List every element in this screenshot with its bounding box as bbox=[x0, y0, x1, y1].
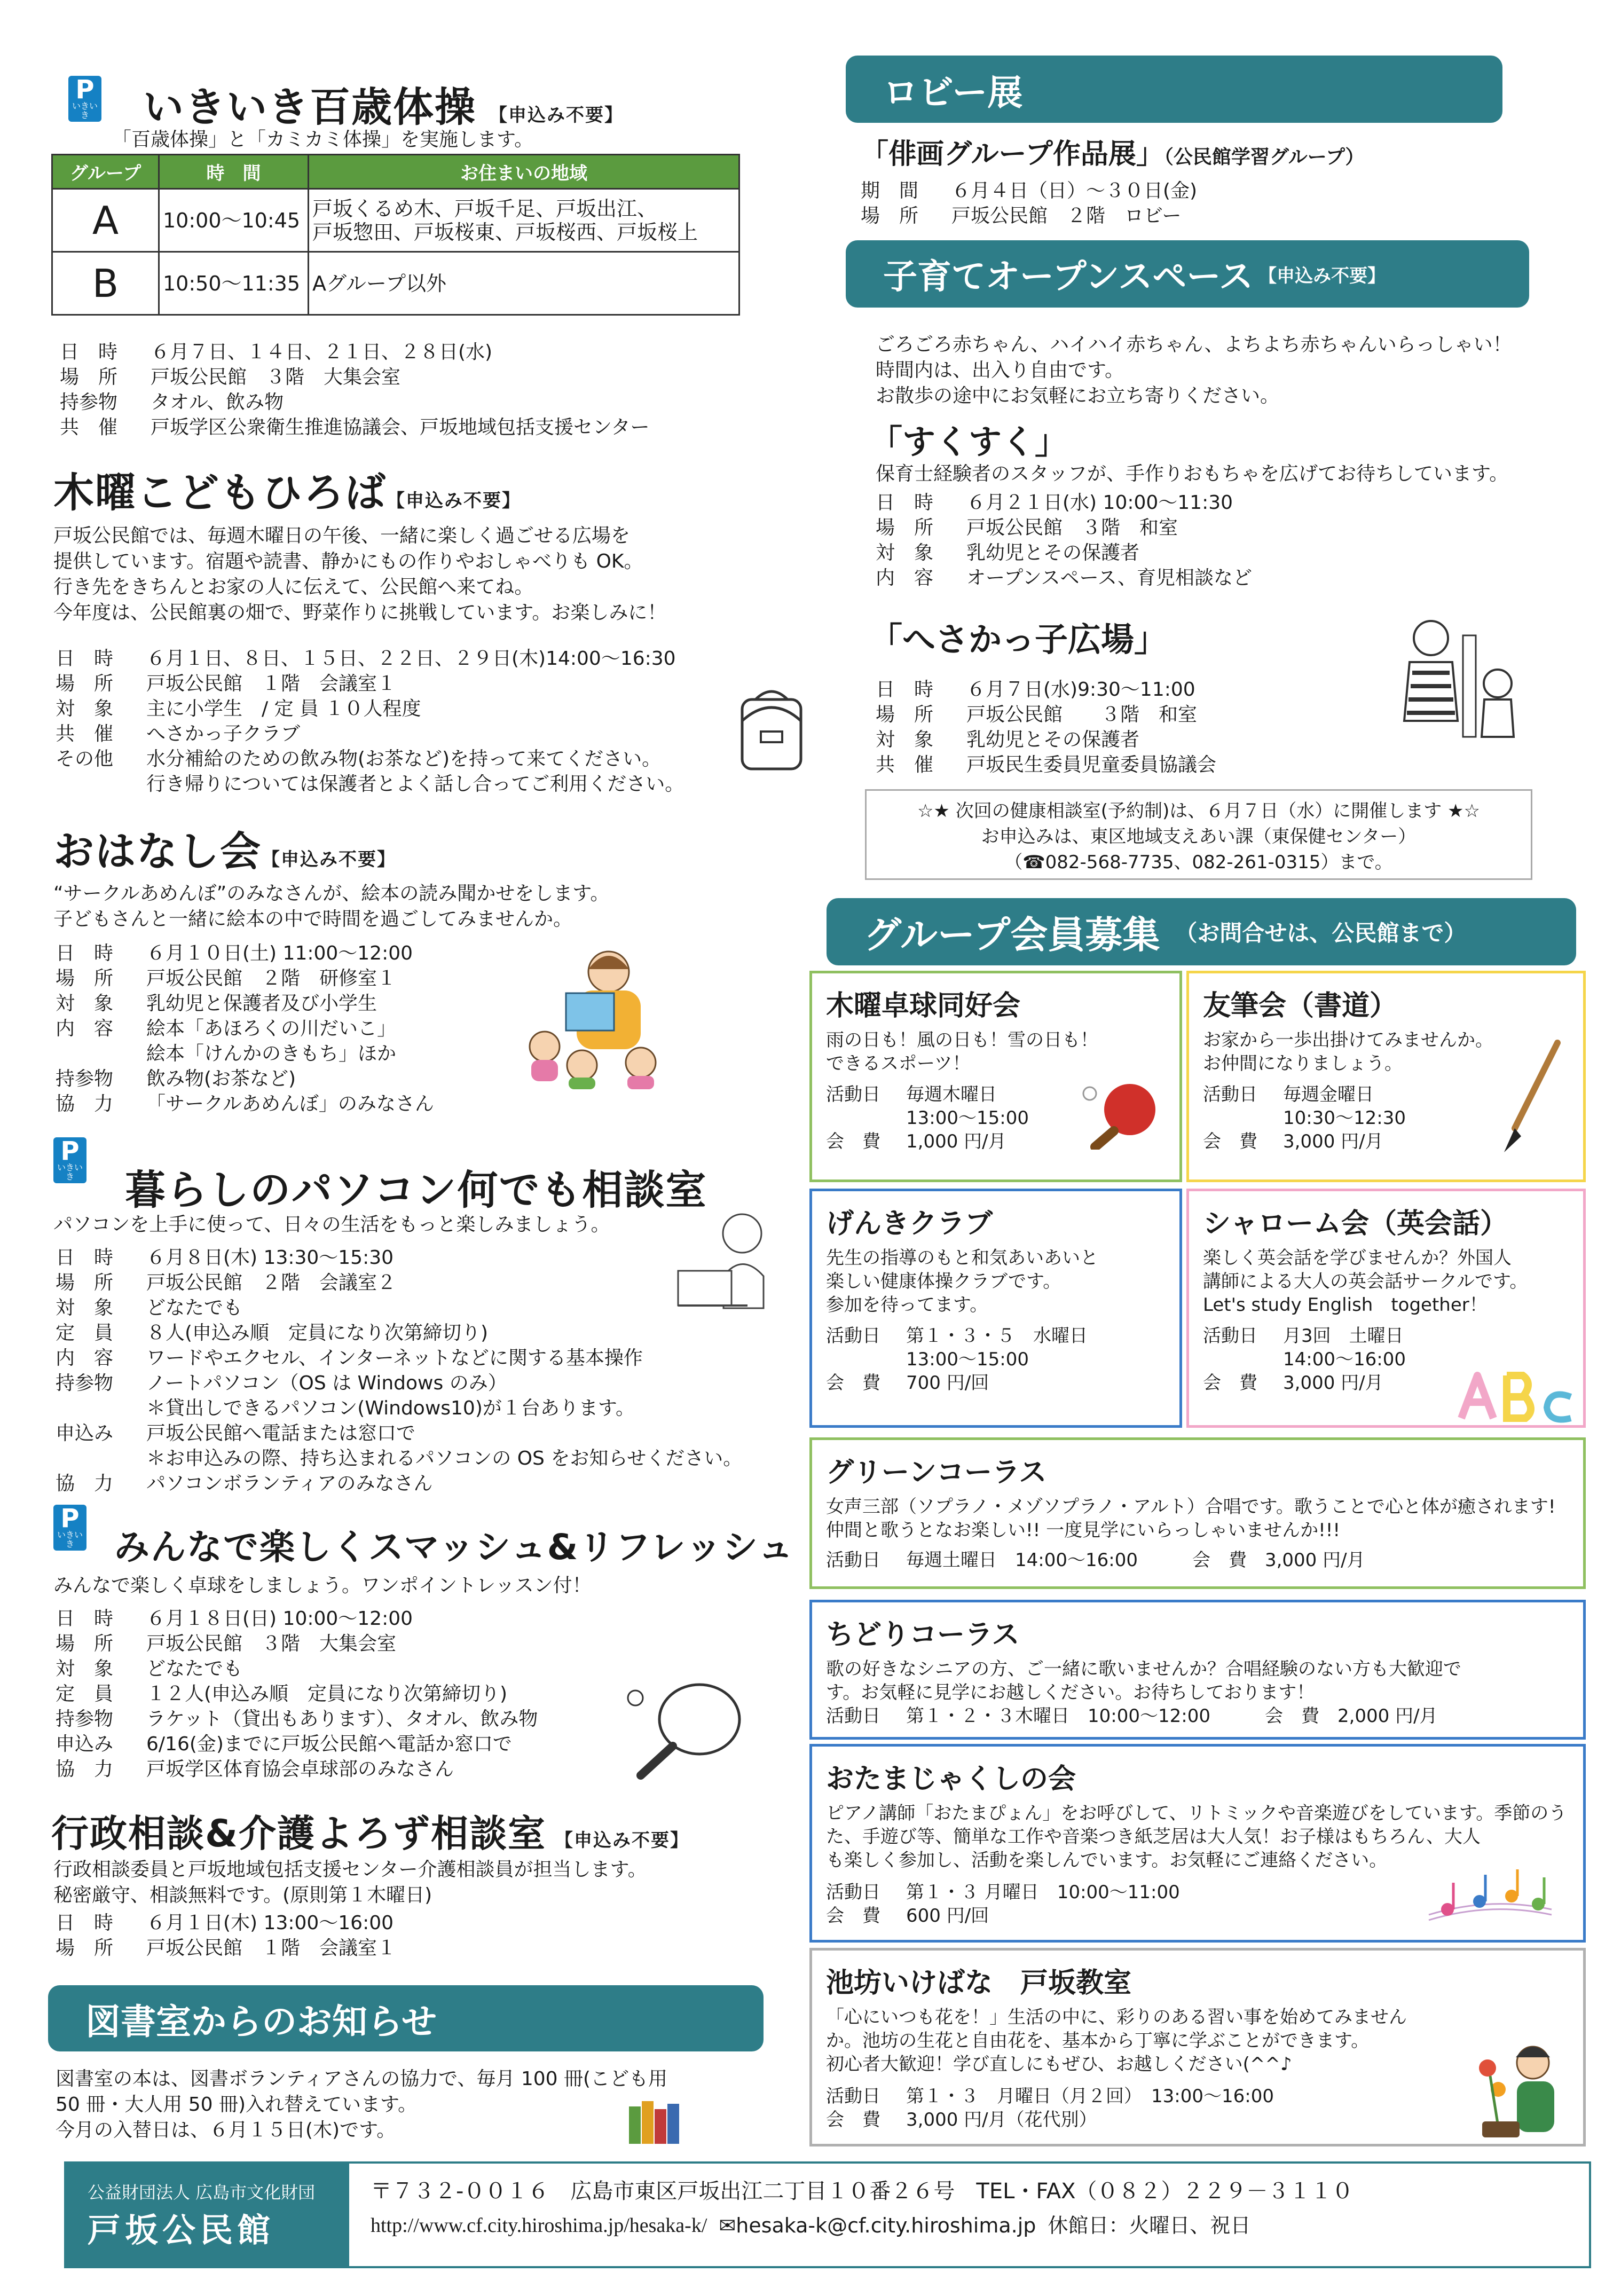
lobby-details: 期 間 ６月４日（日）～３０日(金) 場 所 戸坂公民館 ２階 ロビー bbox=[861, 180, 1198, 227]
ikiiki-details: 日 時 ６月７日、１４日、２１日、２８日(水) 場 所 戸坂公民館 ３階 大集会室 持参物 タオル、飲み物 共 催 戸坂学区公衆衛生推進協議会、戸坂地域包括支援センター bbox=[60, 341, 650, 438]
music-notes-icon bbox=[1426, 1864, 1554, 1928]
gyosei-title: 行政相談&介護よろず相談室 【申込み不要】 bbox=[51, 1812, 690, 1855]
hesaka-details: 日 時 ６月７日(水)9:30～11:00 場 所 戸坂公民館 ３階 和室 対 象 乳幼児とその保護者 共 催 戸坂民生委員児童委員協議会 bbox=[876, 679, 1217, 776]
smash-details: 日 時 ６月１８日(日) 10:00～12:00 場 所 戸坂公民館 ３階 大集会室 対 象 どなたでも 定 員 １２人(申込み順 定員になり次第締切り) 持参物 ラケット（貸出もあります）、タオル、飲み物 申込み 6/16(金)までに戸坂公民館へ電話か窓口で 協 力 戸坂学区体育協会卓球部のみなさん bbox=[56, 1608, 538, 1780]
sukusuku-details: 日 時 ６月２１日(水) 10:00～11:30 場 所 戸坂公民館 ３階 和室 対 象 乳幼児とその保護者 内 容 オープンスペース、育児相談など bbox=[876, 492, 1252, 589]
gyosei-details: 日 時 ６月１日(木) 13:00～16:00 場 所 戸坂公民館 １階 会議室１ bbox=[56, 1912, 397, 1959]
kosodate-tag: 【申込み不要】 bbox=[1258, 265, 1386, 287]
ohanashi-details: 日 時 ６月１０日(土) 11:00～12:00 場 所 戸坂公民館 ２階 研修室１ 対 象 乳幼児と保護者及び小学生 内 容 絵本「あほろくの川だいこ」 絵本「けんかのきもち」ほか 持参物 飲み物(お茶など) 協 力 「サークルあめんぼ」のみなさん bbox=[56, 942, 434, 1115]
group-card-chidori-chorus: ちどりコーラス 歌の好きなシニアの方、ご一緒に歌いませんか？合唱経験のない方も大歓迎で す。お気軽に見学にお越しください。お待ちしております！ 活動日 第１・２・３木曜日 10:00～12:00 会 費 2,000 円/月 bbox=[809, 1600, 1586, 1740]
parent-child-illustration-icon bbox=[1383, 614, 1527, 742]
footer-closed-days: 休館日：火曜日、祝日 bbox=[1048, 2214, 1251, 2237]
group-card-yuhitsu: 友筆会（書道） お家から一歩出掛けてみませんか。 お仲間になりましょう。 活動日 毎週金曜日 10:30～12:30 会 費 3,000 円/月 bbox=[1186, 971, 1586, 1182]
group-card-otamajakushi: おたまじゃくしの会 ピアノ講師「おたまぴょん」をお呼びして、リトミックや音楽遊びをしています。季節のう た、手遊び等、簡単な工作や音楽つき紙芝居は大人気！お子様はもちろん、大人 も楽しく参加し、活動を楽しんでいます。お気軽にご連絡ください。 活動日 第１・３ 月曜日 10:00～11:00 会 費 600 円/回 bbox=[809, 1744, 1586, 1943]
kodomo-intro: 戸坂公民館では、毎週木曜日の午後、一緒に楽しく過ごせる広場を 提供しています。宿題や読書、静かにもの作りやおしゃべりも OK。 行き先をきちんとお家の人に伝えて、公民館へ来てね。 今年度は、公民館裏の畑で、野菜作りに挑戦しています。お楽しみに！ bbox=[53, 525, 667, 624]
school-backpack-icon bbox=[731, 683, 812, 774]
group-card-shalom: シャローム会（英会話） 楽しく英会話を学びませんか？外国人 講師による大人の英会話サークルです。 Let's study English together！ 活動日 月3回 土曜日 14:00～16:00 会 費 3,000 円/月 bbox=[1186, 1189, 1586, 1428]
kosodate-intro: ごろごろ赤ちゃん、ハイハイ赤ちゃん、よちよち赤ちゃんいらっしゃい！ 時間内は、出入り自由です。 お散歩の途中にお気軽にお立ち寄りください。 bbox=[876, 334, 1512, 407]
group-card-takkyu: 木曜卓球同好会 雨の日も！風の日も！雪の日も！ できるスポーツ！ 活動日 毎週木曜日 13:00～15:00 会 費 1,000 円/月 bbox=[809, 971, 1182, 1182]
footer-email-link[interactable]: ✉hesaka-k@cf.city.hiroshima.jp bbox=[719, 2214, 1036, 2237]
smash-title: みんなで楽しくスマッシュ&リフレッシュ bbox=[114, 1527, 794, 1568]
hesaka-title: 「へさかっ子広場」 bbox=[869, 620, 1168, 659]
library-text: 図書室の本は、図書ボランティアさんの協力で、毎月 100 冊(こども用 50 冊・大人用 50 冊)入れ替えています。 今月の入替日は、６月１５日(木)です。 bbox=[56, 2068, 668, 2141]
footer-website-link[interactable]: http://www.cf.city.hiroshima.jp/hesaka-k/ bbox=[371, 2214, 707, 2237]
footer-info bbox=[349, 2164, 1589, 2266]
group-card-ikebana: 池坊いけばな 戸坂教室 「心にいつも花を！」生活の中に、彩りのある習い事を始めてみません か。池坊の生花と自由花を、基本から丁寧に学ぶことができます。 初心者大歓迎！学び直しにもぜひ、お越しください(^^♪ 活動日 第１・３ 月曜日（月２回） 13:00～16:00 会 費 3,000 円/月（花代別） bbox=[809, 1948, 1586, 2146]
sukusuku-intro: 保育士経験者のスタッフが、手作りおもちゃを広げてお待ちしています。 bbox=[876, 463, 1509, 485]
gyosei-tag: 【申込み不要】 bbox=[555, 1830, 690, 1851]
pasokon-intro: パソコンを上手に使って、日々の生活をもっと楽しみましょう。 bbox=[53, 1214, 610, 1236]
group-card-genki: げんきクラブ 先生の指導のもと和気あいあいと 楽しい健康体操クラブです。 参加を待ってます。 活動日 第１・３・５ 水曜日 13:00～15:00 会 費 700 円/回 bbox=[809, 1189, 1182, 1428]
gyosei-intro: 行政相談委員と戸坂地域包括支援センター介護相談員が担当します。 秘密厳守、相談無料です。(原則第１木曜日) bbox=[53, 1859, 647, 1906]
lobby-banner: ロビー展 bbox=[846, 56, 1502, 123]
ikiiki-title: いきいき百歳体操 【申込み不要】 bbox=[143, 83, 624, 131]
health-consult-notice: ☆★ 次回の健康相談室(予約制)は、６月７日（水）に開催します ★☆ お申込みは、東区地域支えあい課（東保健センター） （☎082-568-7735、082-261-0315）まで。 bbox=[865, 789, 1532, 880]
kodomo-tag: 【申込み不要】 bbox=[387, 490, 521, 512]
table-row: B 10:50～11:35 Aグループ以外 bbox=[52, 252, 739, 315]
pasokon-logo-icon: P いきいき bbox=[53, 1137, 86, 1183]
table-row: A 10:00～10:45 戸坂くるめ木、戸坂千足、戸坂出江、 戸坂惣田、戸坂桜東、戸坂桜西、戸坂桜上 bbox=[52, 189, 739, 252]
groups-banner: グループ会員募集 （お問合せは、公民館まで） bbox=[827, 898, 1576, 965]
pasokon-details: 日 時 ６月８日(木) 13:30～15:30 場 所 戸坂公民館 ２階 会議室２ 対 象 どなたでも 定 員 ８人(申込み順 定員になり次第締切り) 内 容 ワードやエクセル、インターネットなどに関する基本操作 持参物 ノートパソコン（OS は Windows のみ） ＊貸出しできるパソコン(Windows10)が１台あります。 申込み 戸坂公民館へ電話または窓口で ＊お申込みの際、持ち込まれるパソコンの OS をお知らせください。 協 力 パソコンボランティアのみなさん bbox=[56, 1247, 743, 1495]
ikiiki-tag: 【申込み不要】 bbox=[489, 105, 624, 126]
books-icon bbox=[625, 2098, 683, 2146]
storytelling-illustration-icon bbox=[518, 940, 678, 1089]
pasokon-title: 暮らしのパソコン何でも相談室 bbox=[125, 1166, 707, 1214]
kodomo-title: 木曜こどもひろば【申込み不要】 bbox=[53, 469, 521, 516]
library-banner: 図書室からのお知らせ bbox=[48, 1985, 764, 2051]
footer bbox=[64, 2161, 1591, 2268]
table-tennis-racket-icon bbox=[619, 1677, 747, 1783]
smash-intro: みんなで楽しく卓球をしましょう。ワンポイントレッスン付！ bbox=[53, 1575, 592, 1597]
ikiiki-table: グループ 時 間 お住まいの地域 A 10:00～10:45 戸坂くるめ木、戸坂千足、戸坂出江、 戸坂惣田、戸坂桜東、戸坂桜西、戸坂桜上 B 10:50～11:35 Aグループ以外 bbox=[51, 154, 740, 316]
abc-letters-icon bbox=[1456, 1367, 1579, 1426]
kosodate-banner: 子育てオープンスペース 【申込み不要】 bbox=[846, 240, 1529, 308]
ohanashi-tag: 【申込み不要】 bbox=[262, 849, 396, 870]
ohanashi-title: おはなし会【申込み不要】 bbox=[53, 828, 396, 875]
ping-pong-paddle-icon bbox=[1079, 1080, 1159, 1150]
computer-user-illustration-icon bbox=[673, 1207, 780, 1314]
sukusuku-title: 「すくすく」 bbox=[869, 422, 1068, 461]
footer-logo: 公益財団法人 広島市文化財団 戸坂公民館 bbox=[66, 2164, 349, 2266]
ikiiki-intro: 「百歳体操」と「カミカミ体操」を実施します。 bbox=[112, 129, 534, 151]
ikebana-flower-icon bbox=[1469, 2036, 1565, 2143]
calligraphy-brush-icon bbox=[1488, 1037, 1568, 1160]
ikiiki-logo-icon: P いきいき bbox=[68, 76, 101, 122]
ohanashi-intro: “サークルあめんぼ”のみなさんが、絵本の読み聞かせをします。 子どもさんと一緒に絵本の中で時間を過ごしてみませんか。 bbox=[53, 883, 610, 930]
kodomo-details: 日 時 ６月１日、８日、１５日、２２日、２９日(木)14:00～16:30 場 所 戸坂公民館 １階 会議室１ 対 象 主に小学生 / 定 員 １０人程度 共 催 へさかっ子クラブ その他 水分補給のための飲み物(お茶など)を持って来てください。 行き帰りについては保護者とよく話し合ってご利用ください。 bbox=[56, 648, 684, 795]
smash-logo-icon: P いきいき bbox=[53, 1505, 86, 1551]
lobby-title: 「俳画グループ作品展」（公民館学習グループ） bbox=[861, 138, 1365, 170]
group-card-green-chorus: グリーンコーラス 女声三部（ソプラノ・メゾソプラノ・アルト）合唱です。歌うことで心と体が癒されます! 仲間と歌うとなお楽しい!! 一度見学にいらっしゃいませんか!!! 活動日 毎週土曜日 14:00～16:00 会 費 3,000 円/月 bbox=[809, 1437, 1586, 1589]
footer-address: 〒７３２-００１６ 広島市東区戸坂出江二丁目１０番２６号 TEL・FAX（０８２）２２９－３１１０ bbox=[371, 2179, 1354, 2204]
